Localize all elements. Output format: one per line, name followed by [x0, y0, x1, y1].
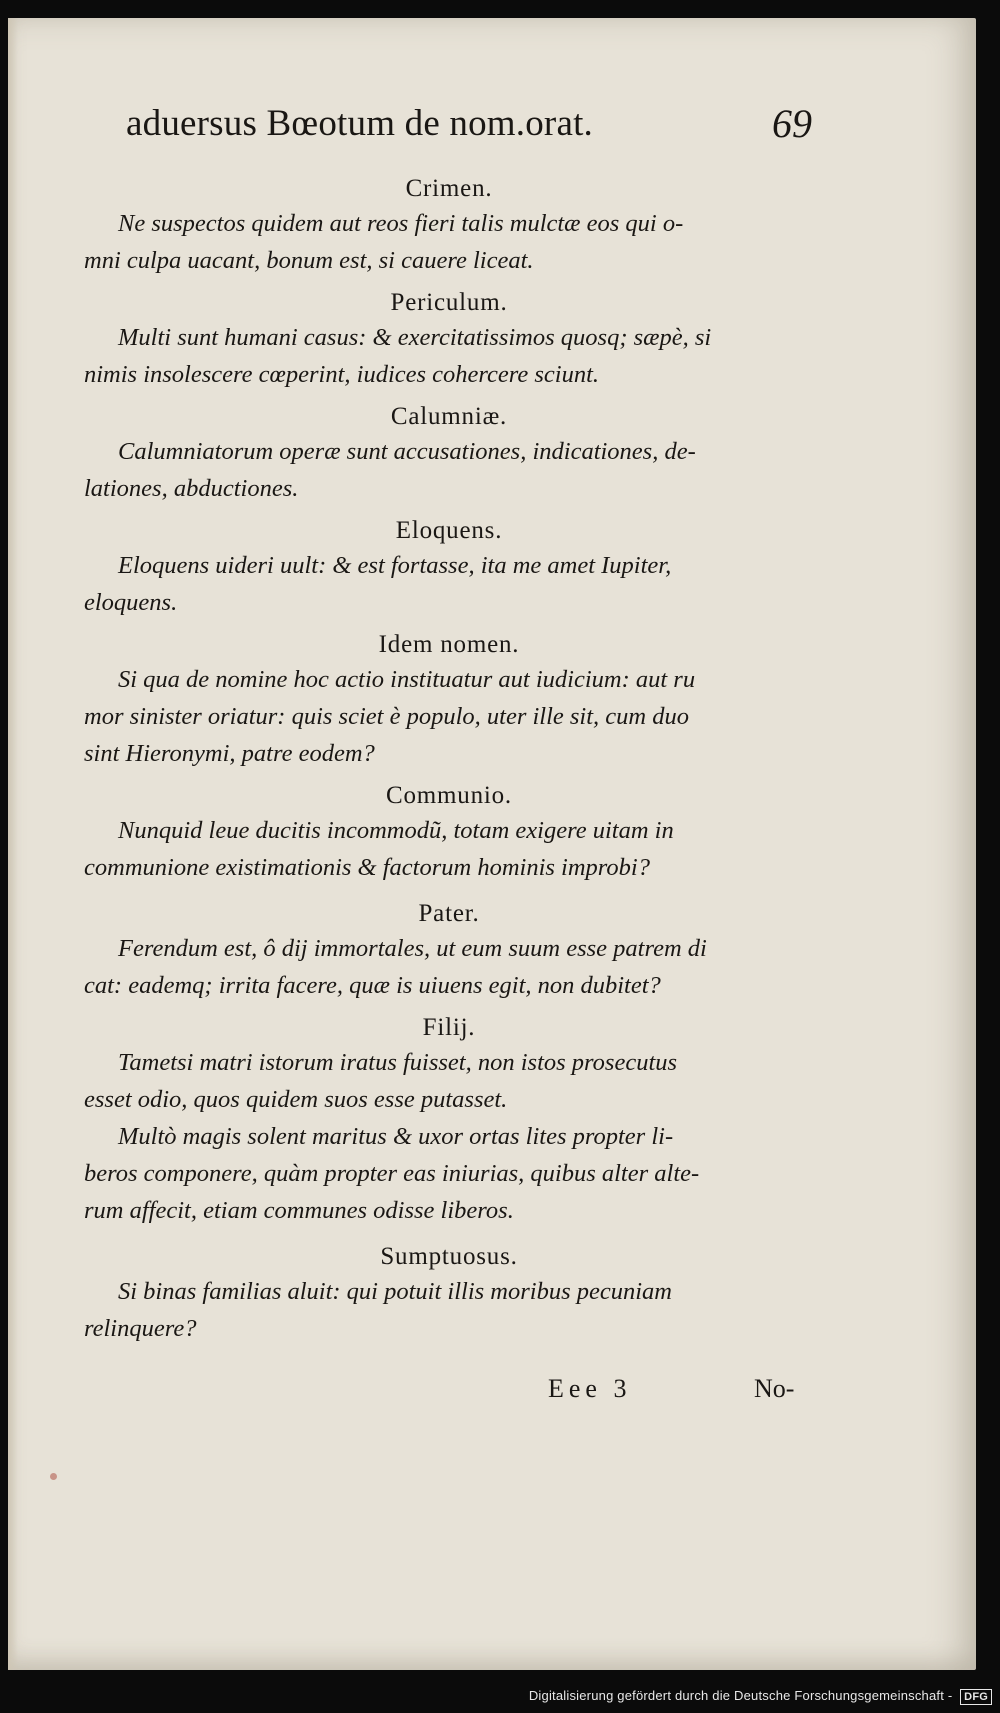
section-heading: Sumptuosus. [380, 1243, 518, 1270]
text-line: relinquere? [84, 1315, 197, 1342]
text-line: Multi sunt humani casus: & exercitatissimos quosq; sæpè, si [118, 324, 712, 351]
page-footer [548, 1374, 848, 1414]
text-line: Ferendum est, ô dij immortales, ut eum suum esse patrem di [118, 935, 707, 962]
credit-text: Digitalisierung gefördert durch die Deutsche Forschungsgemeinschaft - [528, 1688, 953, 1703]
text-line: mni culpa uacant, bonum est, si cauere liceat. [84, 247, 534, 274]
section-filij [84, 1012, 814, 1229]
text-line: Eloquens uideri uult: & est fortasse, ita me amet Iupiter, [118, 552, 672, 579]
section-heading: Eloquens. [395, 517, 503, 544]
catchword: No- [754, 1374, 795, 1403]
section-heading: Periculum. [390, 289, 508, 316]
section-periculum [84, 287, 814, 393]
text-line: esset odio, quos quidem suos esse putasset. [84, 1086, 508, 1113]
running-head: aduersus Bœotum de nom.orat. [126, 103, 593, 144]
text-line: Ne suspectos quidem aut reos fieri talis mulctæ eos qui o- [118, 210, 684, 237]
signature-mark: Eee 3 [548, 1374, 632, 1403]
text-line: Si binas familias aluit: qui potuit illis moribus pecuniam [118, 1278, 672, 1305]
text-line: cat: eademq; irrita facere, quæ is uiuens egit, non dubitet? [84, 972, 661, 999]
dfg-logo: DFG [960, 1689, 992, 1705]
text-line: Nunquid leue ducitis incommodũ, totam exigere uitam in [118, 817, 674, 844]
section-heading: Idem nomen. [378, 631, 520, 658]
text-line: beros componere, quàm propter eas iniurias, quibus alter alte- [84, 1160, 700, 1187]
text-line: Calumniatorum operæ sunt accusationes, indicationes, de- [118, 438, 696, 465]
section-sumptuosus [84, 1241, 814, 1347]
digitization-credit [529, 1688, 992, 1705]
page-edge-shadow [8, 18, 18, 1670]
section-communio [84, 780, 814, 886]
book-page [8, 18, 976, 1670]
text-line: communione existimationis & factorum hominis improbi? [84, 854, 650, 881]
section-heading: Calumniæ. [390, 403, 508, 430]
text-line: eloquens. [84, 589, 178, 616]
section-crimen [84, 173, 814, 279]
page-number: 69 [772, 101, 812, 146]
text-line: Tametsi matri istorum iratus fuisset, non istos prosecutus [118, 1049, 678, 1076]
section-heading: Filij. [422, 1014, 476, 1041]
section-calumniae [84, 401, 814, 507]
section-heading: Pater. [418, 900, 480, 927]
section-pater [84, 898, 814, 1004]
section-heading: Crimen. [405, 175, 493, 202]
section-idem-nomen [84, 629, 814, 772]
section-heading: Communio. [386, 782, 512, 809]
text-line: Multò magis solent maritus & uxor ortas lites propter li- [118, 1123, 674, 1150]
text-line: rum affecit, etiam communes odisse liberos. [84, 1197, 514, 1224]
text-line: mor sinister oriatur: quis sciet è populo, uter ille sit, cum duo [84, 703, 689, 730]
page-header [126, 102, 826, 172]
text-line: sint Hieronymi, patre eodem? [84, 740, 375, 767]
text-line: Si qua de nomine hoc actio instituatur aut iudicium: aut ru [118, 666, 696, 693]
paper-spot [50, 1473, 57, 1480]
text-line: nimis insolescere cœperint, iudices cohercere sciunt. [84, 361, 600, 388]
page-content [84, 173, 814, 1347]
section-eloquens [84, 515, 814, 621]
text-line: lationes, abductiones. [84, 475, 299, 502]
